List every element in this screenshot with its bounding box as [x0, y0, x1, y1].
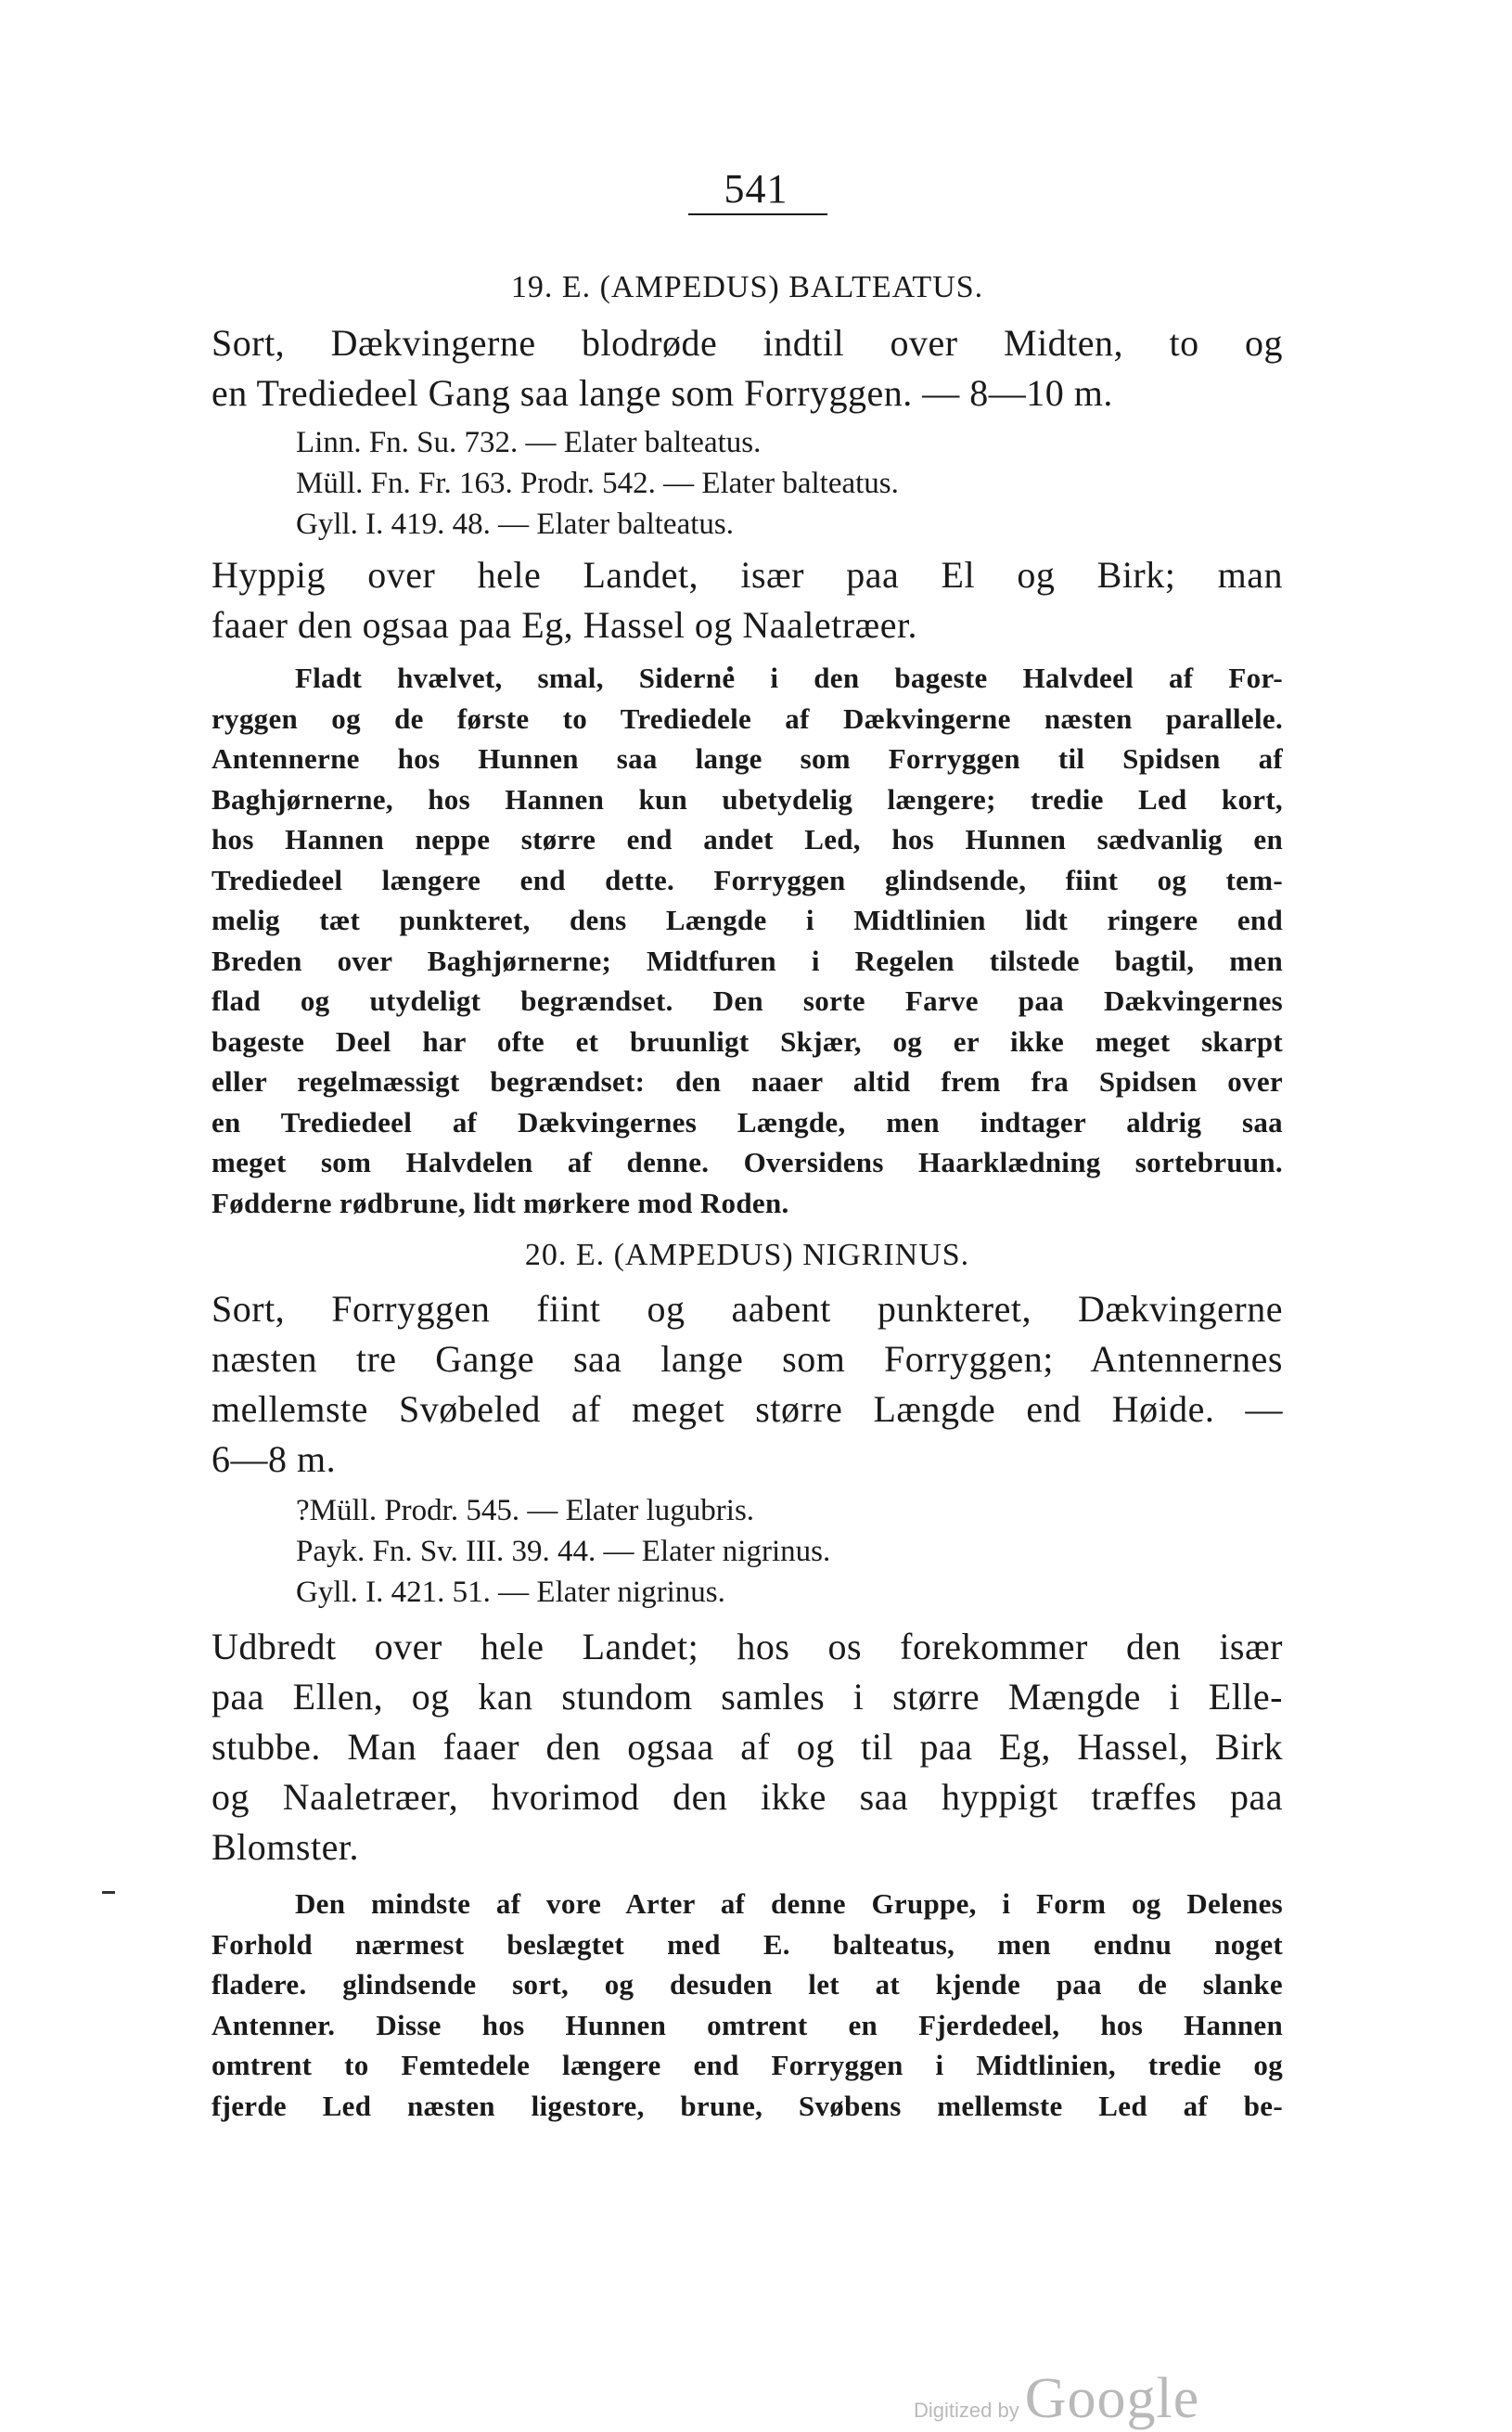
diagnosis-line: Sort, Forryggen fiint og aabent punkteret, Dækvingerne	[211, 1288, 1283, 1330]
description-line: hos Hannen neppe større end andet Led, hos Hunnen sædvanlig en	[211, 823, 1283, 856]
description-line: Den mindste af vore Arter af denne Gruppe, i Form og Delenes	[295, 1887, 1283, 1920]
distribution-line: paa Ellen, og kan stundom samles i større Mængde i Elle-	[211, 1676, 1283, 1718]
page-number-rule	[688, 213, 827, 215]
description-line: Fladt hvælvet, smal, Siderne i den bageste Halvdeel af For-	[295, 662, 1283, 694]
diagnosis-line: 6—8 m.	[211, 1438, 337, 1480]
google-logo: Google	[1024, 2367, 1200, 2430]
diagnosis-line: en Trediedeel Gang saa lange som Forryggen. — 8—10 m.	[211, 372, 1113, 414]
description-line: Fødderne rødbrune, lidt mørkere mod Roden.	[211, 1186, 789, 1219]
species-diagnosis	[211, 318, 1283, 418]
distribution	[211, 550, 1283, 650]
reference-line: Gyll. I. 419. 48. — Elater balteatus.	[296, 508, 734, 541]
distribution-line: faaer den ogsaa paa Eg, Hassel og Naaletræer.	[211, 604, 918, 646]
description-line: omtrent to Femtedele længere end Forryggen i Midtlinien, tredie og	[211, 2049, 1283, 2081]
description-line: meget som Halvdelen af denne. Oversidens Haarklædning sortebruun.	[211, 1146, 1283, 1178]
reference-line: ?Müll. Prodr. 545. — Elater lugubris.	[296, 1494, 755, 1527]
species-heading: 20. E. (AMPEDUS) NIGRINUS.	[524, 1238, 970, 1272]
species-heading: 19. E. (AMPEDUS) BALTEATUS.	[510, 270, 984, 304]
description-line: en Trediedeel af Dækvingernes Længde, men indtager aldrig saa	[211, 1105, 1283, 1139]
description-line: Antennerne hos Hunnen saa lange som Forryggen til Spidsen af	[211, 742, 1283, 775]
description-line: ryggen og de første to Trediedele af Dækvingerne næsten parallele.	[211, 701, 1283, 735]
distribution	[211, 1622, 1283, 1872]
description-line: Breden over Baghjørnerne; Midtfuren i Regelen tilstede bagtil, men	[211, 944, 1283, 977]
stray-mark	[102, 1891, 115, 1894]
watermark-prefix: Digitized by	[914, 2399, 1019, 2422]
description-line: bageste Deel har ofte et bruunligt Skjær, og er ikke meget skarpt	[211, 1024, 1283, 1058]
reference-line: Payk. Fn. Sv. III. 39. 44. — Elater nigrinus.	[296, 1535, 831, 1568]
description-line: Forhold nærmest beslægtet med E. balteatus, men endnu noget	[211, 1927, 1283, 1961]
references	[211, 422, 1283, 545]
species-entry-nigrinus	[211, 1232, 1283, 2126]
description-line: fladere. glindsende sort, og desuden let at kjende paa de slanke	[211, 1968, 1283, 2001]
description-line: eller regelmæssigt begrændset: den naaer altid frem fra Spidsen over	[211, 1065, 1283, 1098]
references	[211, 1490, 1283, 1613]
description-line: melig tæt punkteret, dens Længde i Midtlinien lidt ringere end	[211, 904, 1283, 936]
digitized-watermark	[914, 2366, 1199, 2432]
species-entry-balteatus	[211, 264, 1283, 1223]
text-column	[211, 264, 1283, 2126]
diagnosis-line: næsten tre Gange saa lange som Forryggen; Antennernes	[211, 1338, 1283, 1380]
page-number: 541	[724, 166, 788, 212]
description-line: fjerde Led næsten ligestore, brune, Svøbens mellemste Led af be-	[211, 2089, 1283, 2122]
description-line: Trediedeel længere end dette. Forryggen glindsende, fiint og tem-	[211, 863, 1283, 896]
distribution-line: Hyppig over hele Landet, især paa El og Birk; man	[211, 554, 1283, 596]
description	[211, 1884, 1283, 2126]
diagnosis-line: Sort, Dækvingerne blodrøde indtil over Midten, to og	[211, 322, 1283, 364]
reference-line: Gyll. I. 421. 51. — Elater nigrinus.	[296, 1576, 725, 1609]
diagnosis-line: mellemste Svøbeled af meget større Længde end Høide. —	[211, 1388, 1283, 1430]
description-line: flad og utydeligt begrændset. Den sorte Farve paa Dækvingernes	[211, 984, 1283, 1017]
description-line: Antenner. Disse hos Hunnen omtrent en Fjerdedeel, hos Hannen	[211, 2008, 1283, 2041]
description	[211, 658, 1283, 1223]
species-diagnosis	[211, 1284, 1283, 1485]
reference-line: Müll. Fn. Fr. 163. Prodr. 542. — Elater balteatus.	[296, 467, 899, 500]
reference-line: Linn. Fn. Su. 732. — Elater balteatus.	[296, 426, 762, 459]
distribution-line: stubbe. Man faaer den ogsaa af og til paa Eg, Hassel, Birk	[211, 1726, 1283, 1768]
distribution-line: Blomster.	[211, 1826, 359, 1868]
description-line: Baghjørnerne, hos Hannen kun ubetydelig længere; tredie Led kort,	[211, 782, 1283, 816]
distribution-line: Udbredt over hele Landet; hos os forekommer den især	[211, 1626, 1283, 1667]
distribution-line: og Naaletræer, hvorimod den ikke saa hyppigt træffes paa	[211, 1776, 1283, 1818]
